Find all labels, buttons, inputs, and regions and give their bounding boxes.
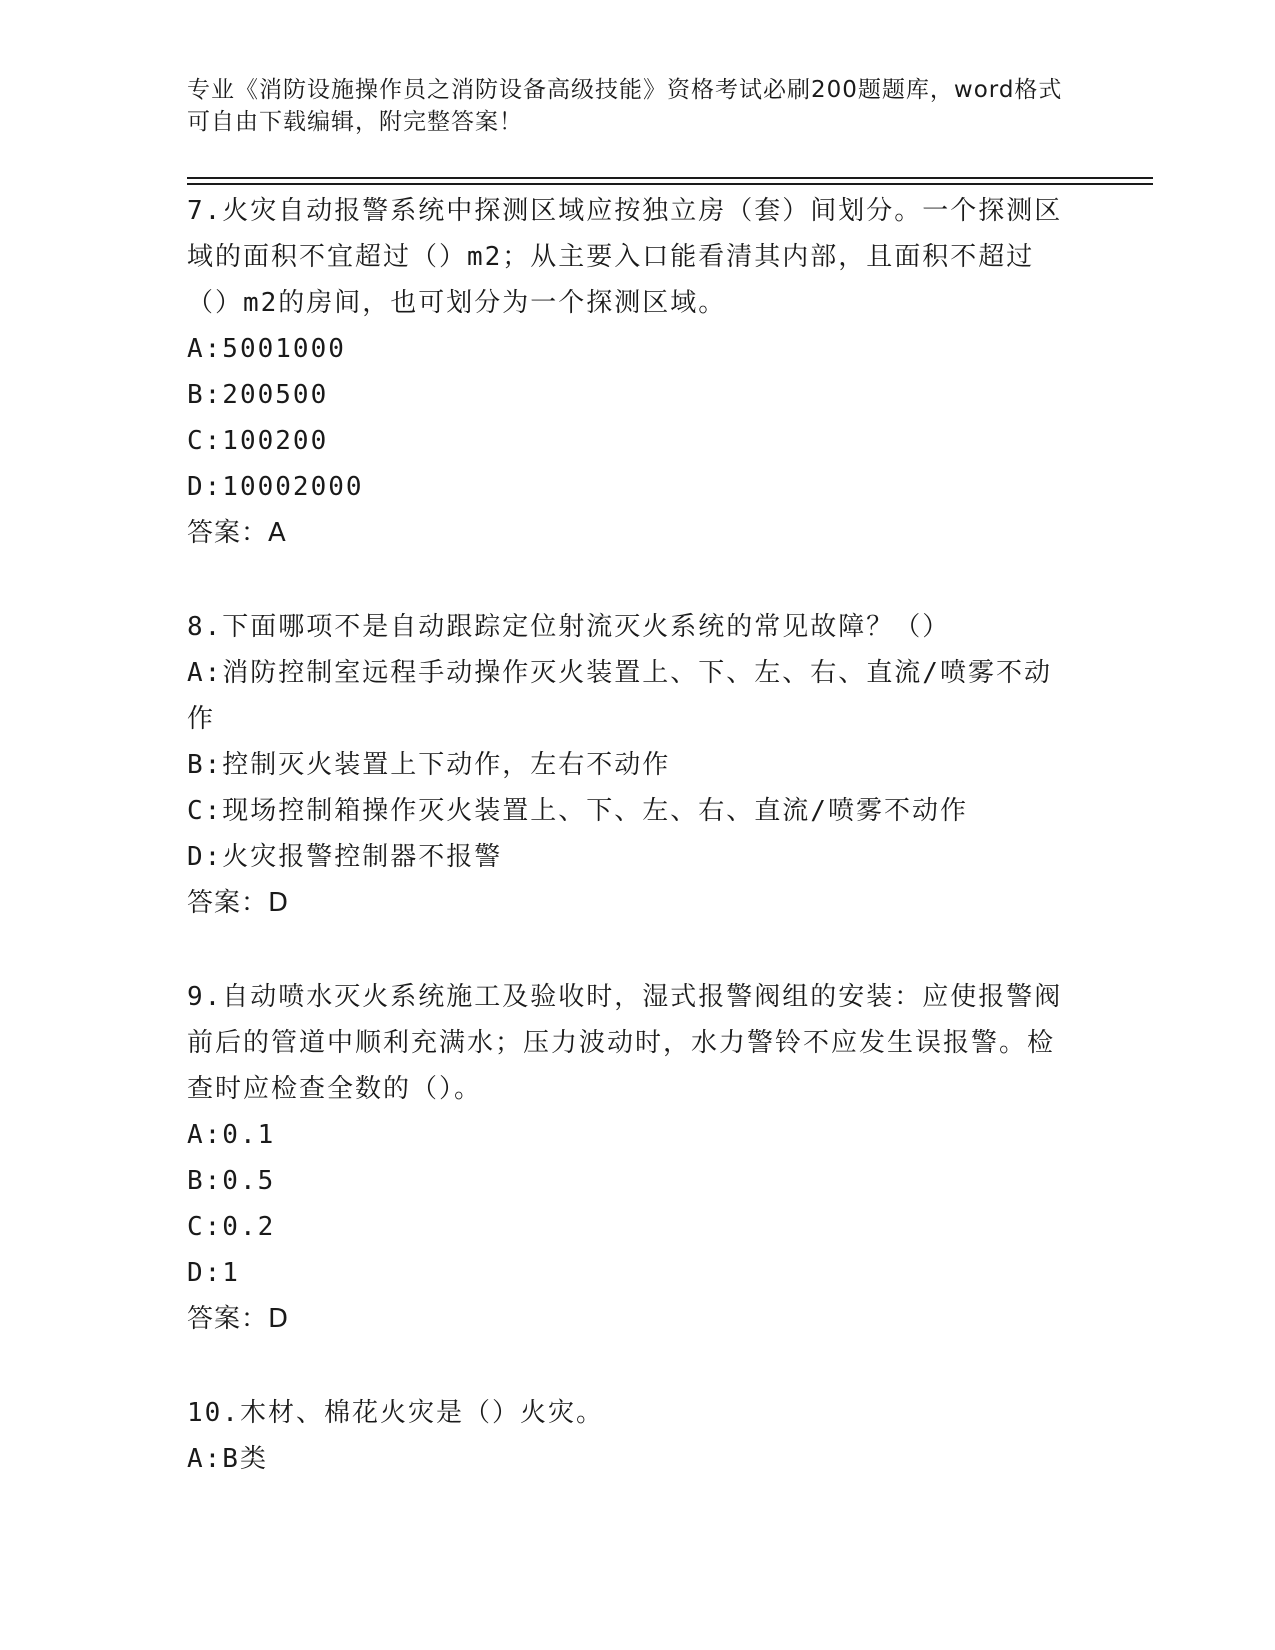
- question-item: [187, 604, 1067, 926]
- question-item: [187, 188, 1067, 556]
- option-d: D:火灾报警控制器不报警: [187, 842, 503, 872]
- answer-label: 答案：D: [187, 1304, 290, 1334]
- option-b: B:0.5: [187, 1166, 276, 1196]
- answer-label: 答案：A: [187, 518, 287, 548]
- option-b: B:200500: [187, 380, 329, 410]
- header-rule-bottom: [187, 183, 1153, 185]
- option-c: C:0.2: [187, 1212, 276, 1242]
- option-d: D:10002000: [187, 472, 364, 502]
- question-text: 8.下面哪项不是自动跟踪定位射流灭火系统的常见故障？（）: [187, 612, 951, 642]
- question-text: 9.自动喷水灭火系统施工及验收时，湿式报警阀组的安装：应使报警阀前后的管道中顺利充满水；压力波动时，水力警铃不应发生误报警。检查时应检查全数的（）。: [187, 982, 1063, 1104]
- document-header: 专业《消防设施操作员之消防设备高级技能》资格考试必刷200题题库，word格式可自由下载编辑，附完整答案！: [187, 77, 1063, 135]
- question-text: 10.木材、棉花火灾是（）火灾。: [187, 1398, 604, 1428]
- question-list: [187, 188, 1067, 1530]
- question-item: [187, 1390, 1067, 1482]
- answer-label: 答案：D: [187, 888, 290, 918]
- header-rule-top: [187, 177, 1153, 179]
- option-d: D:1: [187, 1258, 240, 1288]
- option-a: A:消防控制室远程手动操作灭火装置上、下、左、右、直流/喷雾不动作: [187, 658, 1052, 734]
- option-b: B:控制灭火装置上下动作，左右不动作: [187, 750, 671, 780]
- option-a: A:5001000: [187, 334, 346, 364]
- option-c: C:现场控制箱操作灭火装置上、下、左、右、直流/喷雾不动作: [187, 796, 968, 826]
- question-text: 7.火灾自动报警系统中探测区域应按独立房（套）间划分。一个探测区域的面积不宜超过（）m2；从主要入口能看清其内部，且面积不超过（）m2的房间，也可划分为一个探测区域。: [187, 196, 1063, 318]
- question-item: [187, 974, 1067, 1342]
- option-c: C:100200: [187, 426, 329, 456]
- option-a: A:0.1: [187, 1120, 276, 1150]
- option-a: A:B类: [187, 1444, 268, 1474]
